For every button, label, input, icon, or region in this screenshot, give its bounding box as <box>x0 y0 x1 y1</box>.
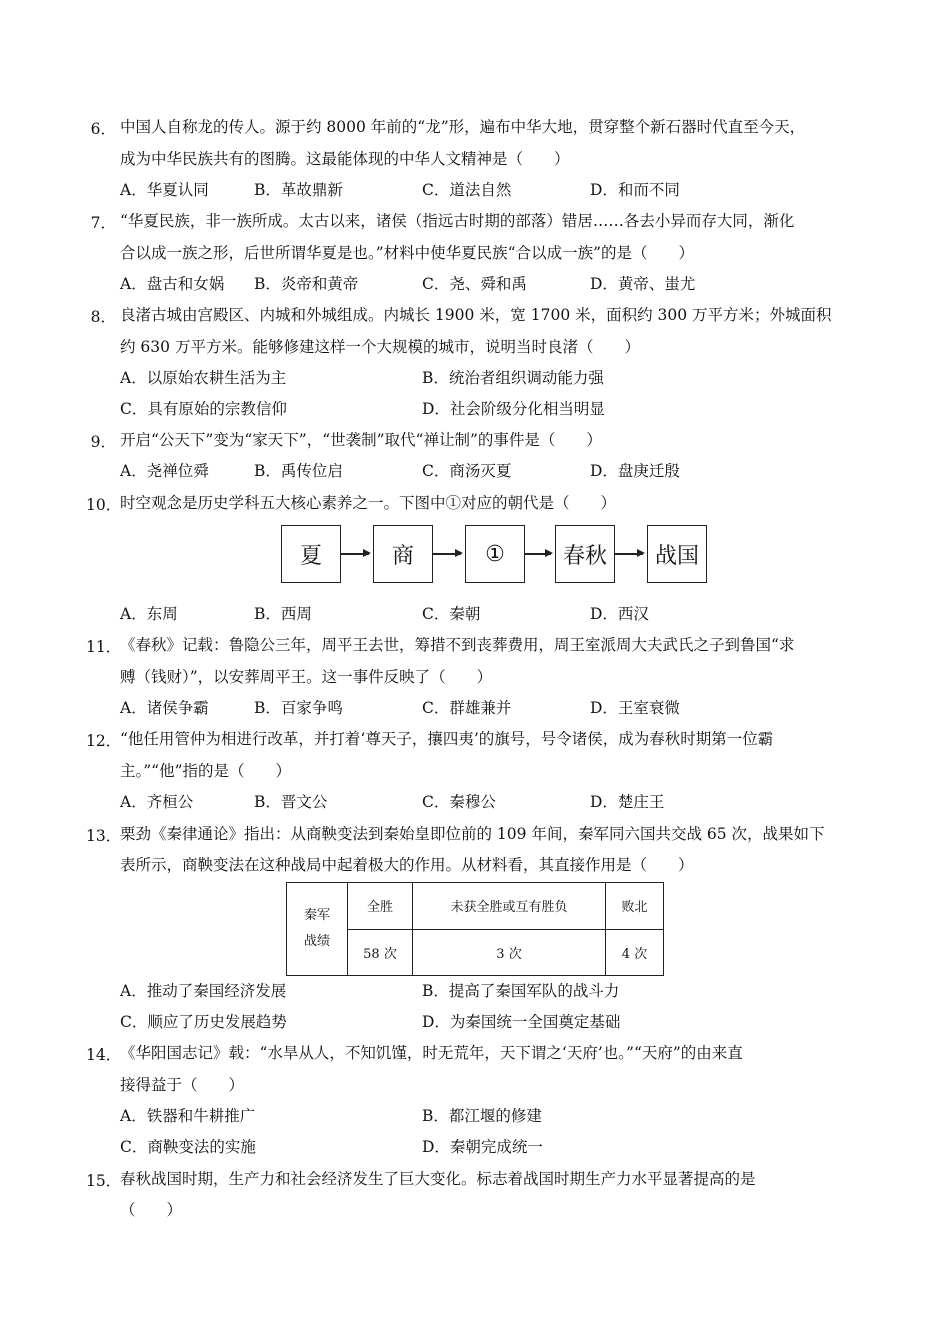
option-a: A．以原始农耕生活为主 <box>120 369 287 387</box>
option-c: C．秦朝 <box>422 605 481 623</box>
option-a: A．铁器和牛耕推广 <box>120 1107 256 1125</box>
option-a: A．尧禅位舜 <box>120 462 209 480</box>
flow-box-chunqiu: 春秋 <box>555 525 615 583</box>
table-header-cell: 全胜 <box>348 883 413 930</box>
option-c: C．尧、舜和禹 <box>422 275 527 293</box>
option-b: B．禹传位启 <box>254 462 343 480</box>
question-number: 9． <box>90 433 116 451</box>
flow-arrow-icon <box>341 553 369 555</box>
option-a: A．推动了秦国经济发展 <box>120 982 287 1000</box>
option-c: C．道法自然 <box>422 181 512 199</box>
option-b: B．西周 <box>254 605 312 623</box>
flow-box-zhanguo: 战国 <box>647 525 707 583</box>
table-header-cell: 未获全胜或互有胜负 <box>413 883 606 930</box>
option-b: B．百家争鸣 <box>254 699 343 717</box>
option-d: D．楚庄王 <box>590 793 665 811</box>
question-number: 8． <box>90 308 116 326</box>
table-header-cell: 败北 <box>606 883 664 930</box>
row-header-line: 战绩 <box>303 934 330 949</box>
option-d: D．黄帝、蚩尤 <box>590 275 696 293</box>
option-d: D．为秦国统一全国奠定基础 <box>422 1013 621 1031</box>
question-text: （ ） <box>120 1201 183 1219</box>
question-text: 接得益于（ ） <box>120 1076 245 1094</box>
option-c: C．秦穆公 <box>422 793 496 811</box>
option-a: A．盘古和女娲 <box>120 275 225 293</box>
question-number: 14． <box>86 1046 122 1064</box>
option-b: B．革故鼎新 <box>254 181 343 199</box>
question-number: 15． <box>86 1172 122 1190</box>
question-text: 《华阳国志记》载：“水旱从人，不知饥馑，时无荒年，天下谓之‘天府’也。”“天府”的由来直 <box>120 1044 743 1062</box>
option-c: C．顺应了历史发展趋势 <box>120 1013 287 1031</box>
option-d: D．王室衰微 <box>590 699 680 717</box>
option-d: D．西汉 <box>590 605 649 623</box>
option-b: B．都江堰的修建 <box>422 1107 542 1125</box>
question-number: 6． <box>90 120 116 138</box>
dynasty-flowchart <box>281 525 721 585</box>
table-cell: 4 次 <box>606 929 664 976</box>
question-text: 《春秋》记载：鲁隐公三年，周平王去世，筹措不到丧葬费用，周王室派周大夫武氏之子到鲁国“求 <box>120 636 795 654</box>
question-text: 表所示，商鞅变法在这种战局中起着极大的作用。从材料看，其直接作用是（ ） <box>120 856 694 874</box>
row-header-line: 秦军 <box>303 908 330 923</box>
question-number: 11． <box>86 638 122 656</box>
option-d: D．盘庚迁殷 <box>590 462 680 480</box>
option-b: B．炎帝和黄帝 <box>254 275 359 293</box>
question-text: 春秋战国时期，生产力和社会经济发生了巨大变化。标志着战国时期生产力水平显著提高的是 <box>120 1170 756 1188</box>
option-b: B．提高了秦国军队的战斗力 <box>422 982 620 1000</box>
option-c: C．商鞅变法的实施 <box>120 1138 256 1156</box>
question-number: 12． <box>86 732 122 750</box>
option-a: A．齐桓公 <box>120 793 194 811</box>
question-text: 赙（钱财）”，以安葬周平王。这一事件反映了（ ） <box>120 668 493 686</box>
question-text: “他任用管仲为相进行改革，并打着‘尊天子，攘四夷’的旗号，号令诸侯，成为春秋时期第一位霸 <box>120 730 774 748</box>
flow-box-xia: 夏 <box>281 525 341 583</box>
question-text: 约 630 万平方米。能够修建这样一个大规模的城市，说明当时良渚（ ） <box>120 338 640 356</box>
question-text: 主。”“他”指的是（ ） <box>120 762 292 780</box>
battle-record-table <box>286 882 664 976</box>
question-text: 时空观念是历史学科五大核心素养之一。下图中①对应的朝代是（ ） <box>120 494 617 512</box>
table-cell: 3 次 <box>413 929 606 976</box>
option-b: B．统治者组织调动能力强 <box>422 369 604 387</box>
question-text: 中国人自称龙的传人。源于约 8000 年前的“龙”形，遍布中华大地，贯穿整个新石器时代直至今天， <box>120 118 806 136</box>
flow-arrow-icon <box>433 553 461 555</box>
question-text: “华夏民族，非一族所成。太古以来，诸侯（指远古时期的部落）错居……各去小异而存大同，渐化 <box>120 212 795 230</box>
question-number: 7． <box>90 214 116 232</box>
question-text: 合以成一族之形，后世所谓华夏是也。”材料中使华夏民族“合以成一族”的是（ ） <box>120 244 695 262</box>
option-b: B．晋文公 <box>254 793 328 811</box>
flow-box-unknown: ① <box>465 525 525 583</box>
flow-box-shang: 商 <box>373 525 433 583</box>
table-cell: 58 次 <box>348 929 413 976</box>
option-c: C．群雄兼并 <box>422 699 512 717</box>
option-a: A．华夏认同 <box>120 181 209 199</box>
option-d: D．秦朝完成统一 <box>422 1138 543 1156</box>
flow-arrow-icon <box>615 553 643 555</box>
question-number: 10． <box>86 496 122 514</box>
question-text: 成为中华民族共有的图腾。这最能体现的中华人文精神是（ ） <box>120 150 570 168</box>
question-text: 栗劲《秦律通论》指出：从商鞅变法到秦始皇即位前的 109 年间，秦军同六国共交战 65 次，战果如下 <box>120 825 825 843</box>
option-a: A．东周 <box>120 605 178 623</box>
option-c: C．具有原始的宗教信仰 <box>120 400 287 418</box>
table-row-header <box>287 883 348 976</box>
option-d: D．社会阶级分化相当明显 <box>422 400 605 418</box>
question-number: 13． <box>86 827 122 845</box>
option-a: A．诸侯争霸 <box>120 699 209 717</box>
option-d: D．和而不同 <box>590 181 680 199</box>
option-c: C．商汤灭夏 <box>422 462 512 480</box>
question-text: 开启“公天下”变为“家天下”，“世袭制”取代“禅让制”的事件是（ ） <box>120 431 602 449</box>
question-text: 良渚古城由宫殿区、内城和外城组成。内城长 1900 米，宽 1700 米，面积约 300 万平方米；外城面积 <box>120 306 832 324</box>
flow-arrow-icon <box>525 553 551 555</box>
